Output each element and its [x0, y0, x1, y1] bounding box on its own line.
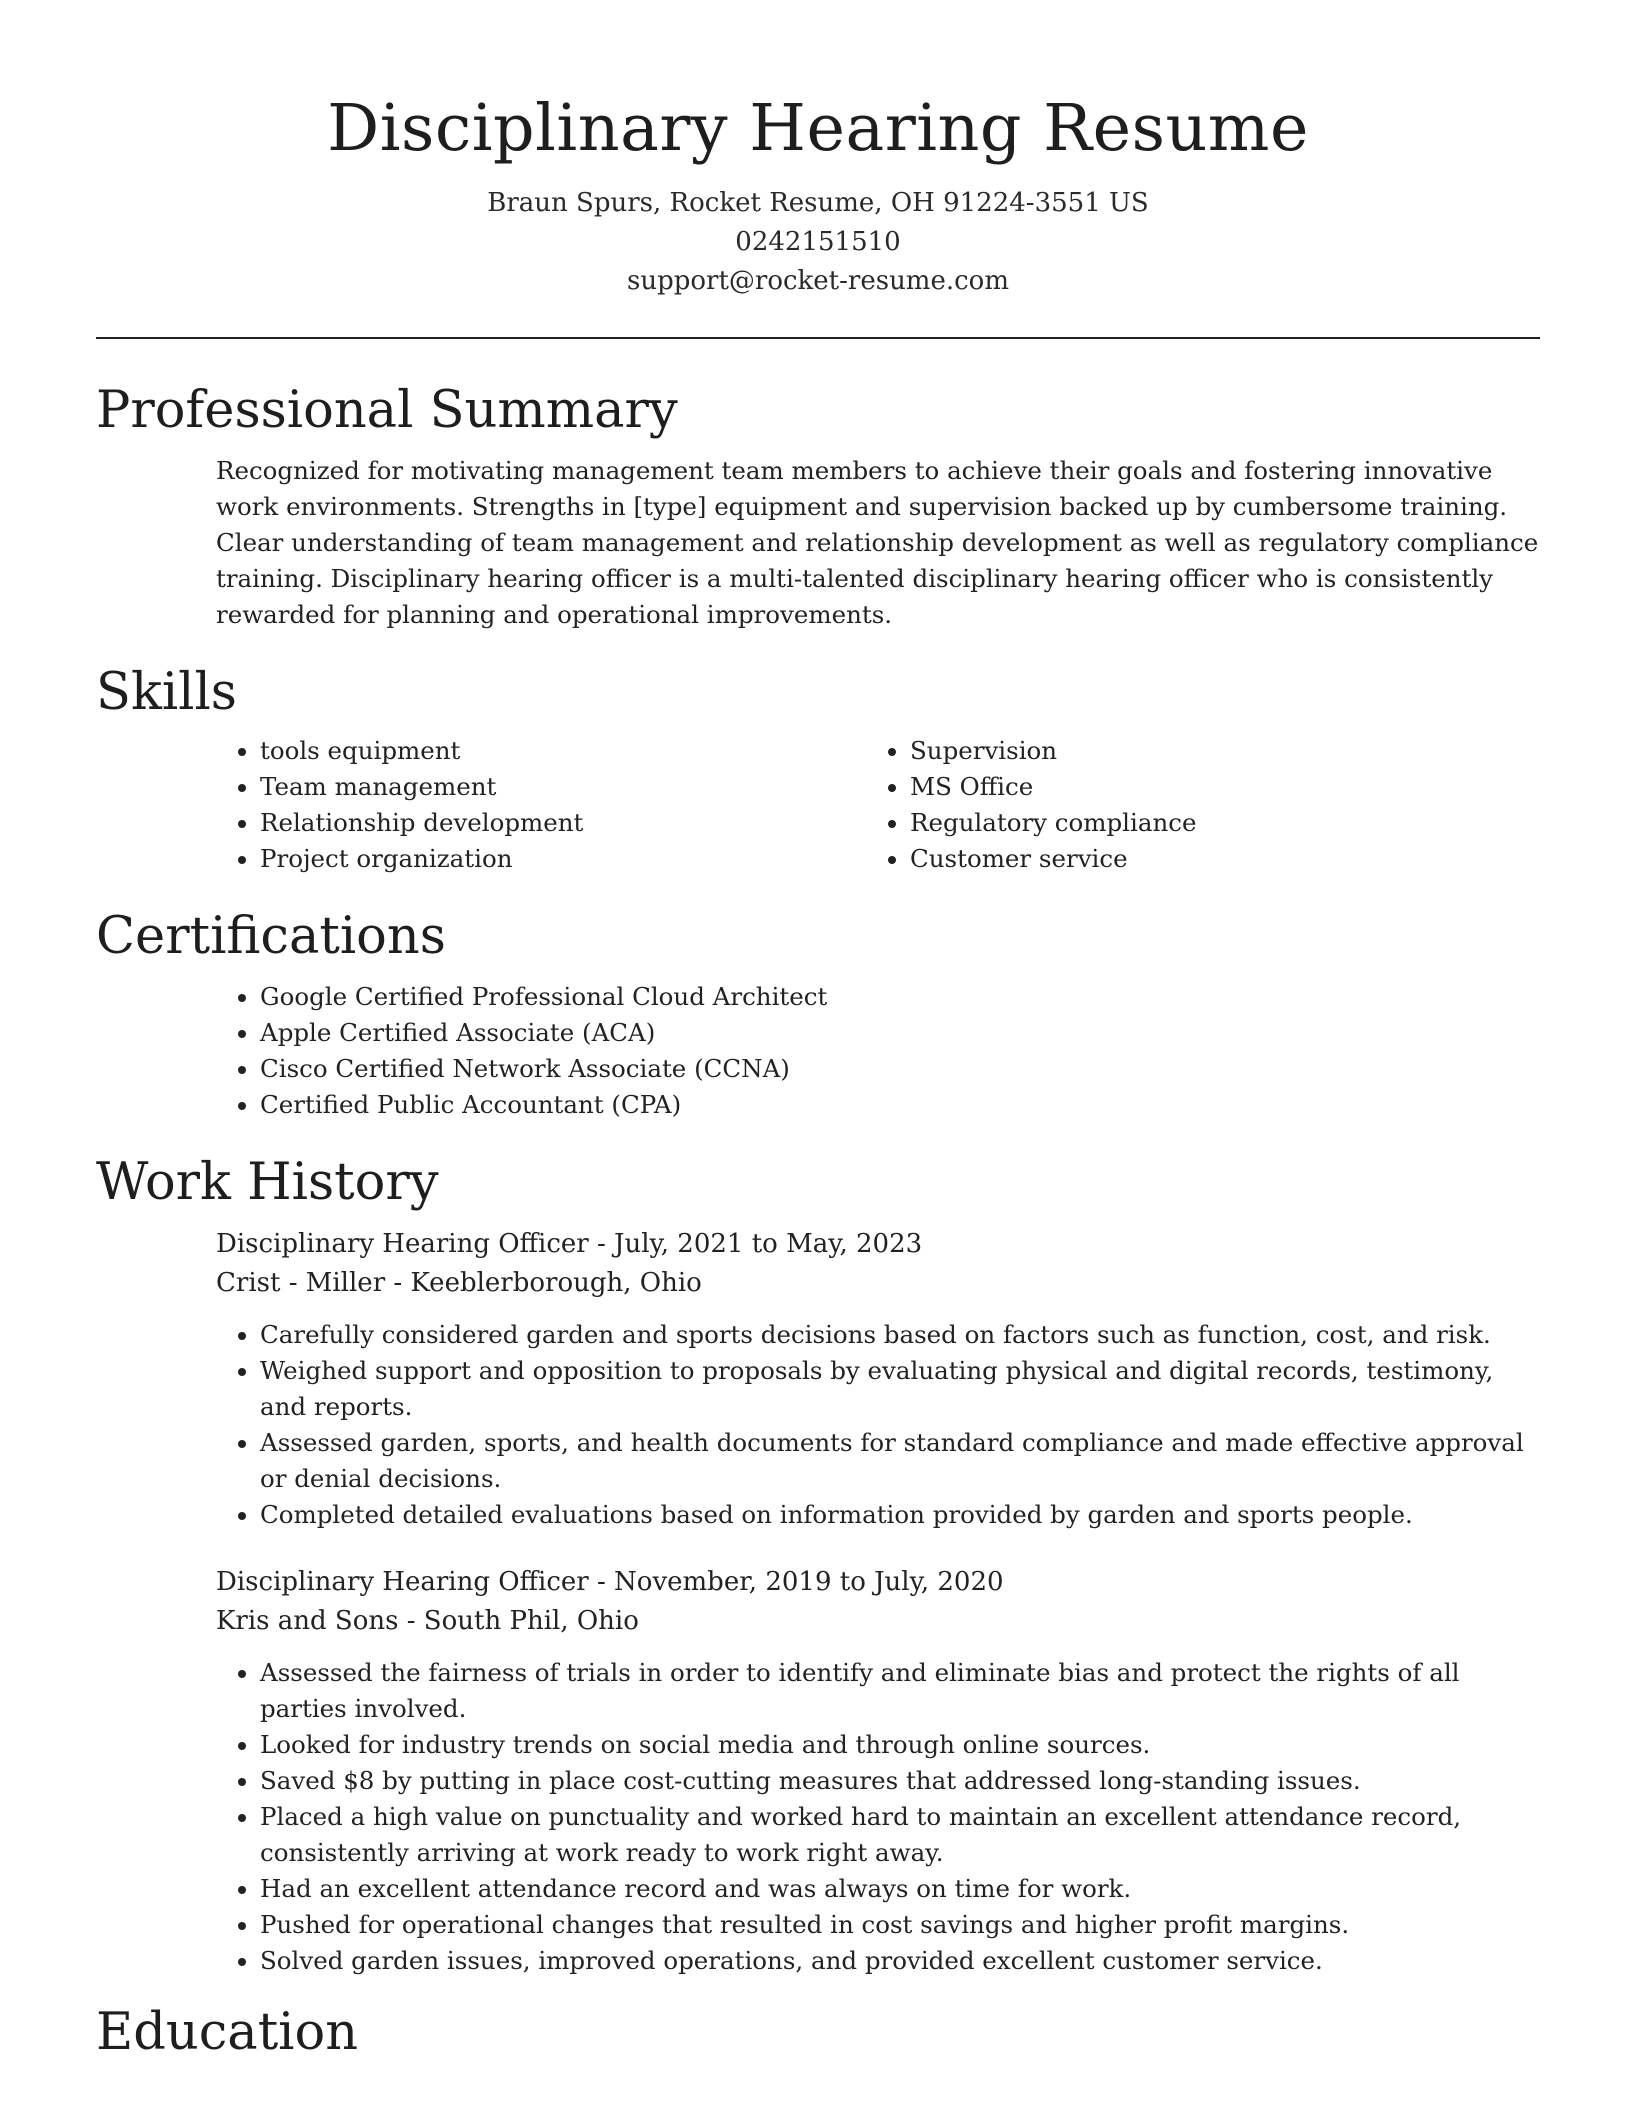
work-history-section: [96, 1149, 1540, 1979]
skill-item: • Supervision: [910, 733, 1516, 769]
job-dates: - November, 2019 to July, 2020: [588, 1567, 1004, 1597]
job-company: Crist - Miller: [216, 1268, 386, 1298]
job-bullet: • Carefully considered garden and sports decisions based on factors such as function, cost, and risk.: [260, 1317, 1540, 1353]
job-bullet: • Solved garden issues, improved operations, and provided excellent customer service.: [260, 1943, 1540, 1979]
skills-heading: Skills: [96, 663, 237, 722]
education-section: [96, 1999, 1540, 2067]
work-history-heading: Work History: [96, 1153, 439, 1212]
contact-address: Braun Spurs, Rocket Resume, OH 91224-3551 US: [487, 188, 1149, 218]
certification-item: • Cisco Certified Network Associate (CCNA): [260, 1051, 1540, 1087]
job-bullet: • Placed a high value on punctuality and worked hard to maintain an excellent attendance record, consistently arriving at work ready to work right away.: [260, 1799, 1540, 1871]
job-bullet: • Saved $8 by putting in place cost-cutting measures that addressed long-standing issues.: [260, 1763, 1540, 1799]
certifications-heading: Certifications: [96, 907, 446, 966]
job-entry: [216, 1563, 1540, 1979]
job-bullet: • Completed detailed evaluations based on information provided by garden and sports people.: [260, 1497, 1540, 1533]
header-divider: [96, 337, 1540, 339]
job-role: Disciplinary Hearing Officer: [216, 1229, 589, 1259]
job-dates: - July, 2021 to May, 2023: [588, 1229, 923, 1259]
contact-phone: 0242151510: [735, 227, 901, 257]
job-location: - South Phil, Ohio: [398, 1606, 639, 1636]
job-location: - Keeblerborough, Ohio: [385, 1268, 702, 1298]
skill-item: • tools equipment: [260, 733, 866, 769]
certification-item: • Apple Certified Associate (ACA): [260, 1015, 1540, 1051]
summary-text: Recognized for motivating management team members to achieve their goals and fostering innovative work environments. Strengths in [type] equipment and supervision backed up by cumbersome training. Clear understanding of team management and relationship development as well as regulatory compliance training. Disciplinary hearing officer is a multi-talented disciplinary hearing officer who is consistently rewarded for planning and operational improvements.: [216, 456, 1539, 629]
skill-item: • Regulatory compliance: [910, 805, 1516, 841]
skills-section: [96, 659, 1540, 877]
contact-block: [96, 184, 1540, 301]
skill-item: • Relationship development: [260, 805, 866, 841]
summary-heading: Professional Summary: [96, 381, 678, 440]
job-company: Kris and Sons: [216, 1606, 399, 1636]
job-bullet: • Had an excellent attendance record and was always on time for work.: [260, 1871, 1540, 1907]
summary-section: [96, 377, 1540, 633]
certification-item: • Certified Public Accountant (CPA): [260, 1087, 1540, 1123]
job-title-line: [216, 1563, 1540, 1602]
job-bullet: • Looked for industry trends on social media and through online sources.: [260, 1727, 1540, 1763]
job-bullet: • Assessed garden, sports, and health documents for standard compliance and made effective approval or denial decisions.: [260, 1425, 1540, 1497]
job-bullet: • Weighed support and opposition to proposals by evaluating physical and digital records, testimony, and reports.: [260, 1353, 1540, 1425]
skill-item: • MS Office: [910, 769, 1516, 805]
resume-header: [96, 0, 1540, 301]
job-role: Disciplinary Hearing Officer: [216, 1567, 589, 1597]
skill-item: • Team management: [260, 769, 866, 805]
resume-page: [96, 0, 1540, 2067]
job-bullet: • Pushed for operational changes that resulted in cost savings and higher profit margins.: [260, 1907, 1540, 1943]
certification-item: • Google Certified Professional Cloud Architect: [260, 979, 1540, 1015]
job-company-line: [216, 1602, 1540, 1641]
education-heading: Education: [96, 2003, 359, 2062]
job-bullet: • Assessed the fairness of trials in order to identify and eliminate bias and protect the rights of all parties involved.: [260, 1655, 1540, 1727]
skills-column-right: [866, 733, 1516, 877]
resume-title: Disciplinary Hearing Resume: [327, 91, 1309, 166]
certifications-section: [96, 903, 1540, 1123]
job-title-line: [216, 1225, 1540, 1264]
contact-email: support@rocket-resume.com: [626, 266, 1009, 296]
skills-column-left: [216, 733, 866, 877]
skill-item: • Project organization: [260, 841, 866, 877]
job-company-line: [216, 1264, 1540, 1303]
skill-item: • Customer service: [910, 841, 1516, 877]
job-entry: [216, 1225, 1540, 1533]
